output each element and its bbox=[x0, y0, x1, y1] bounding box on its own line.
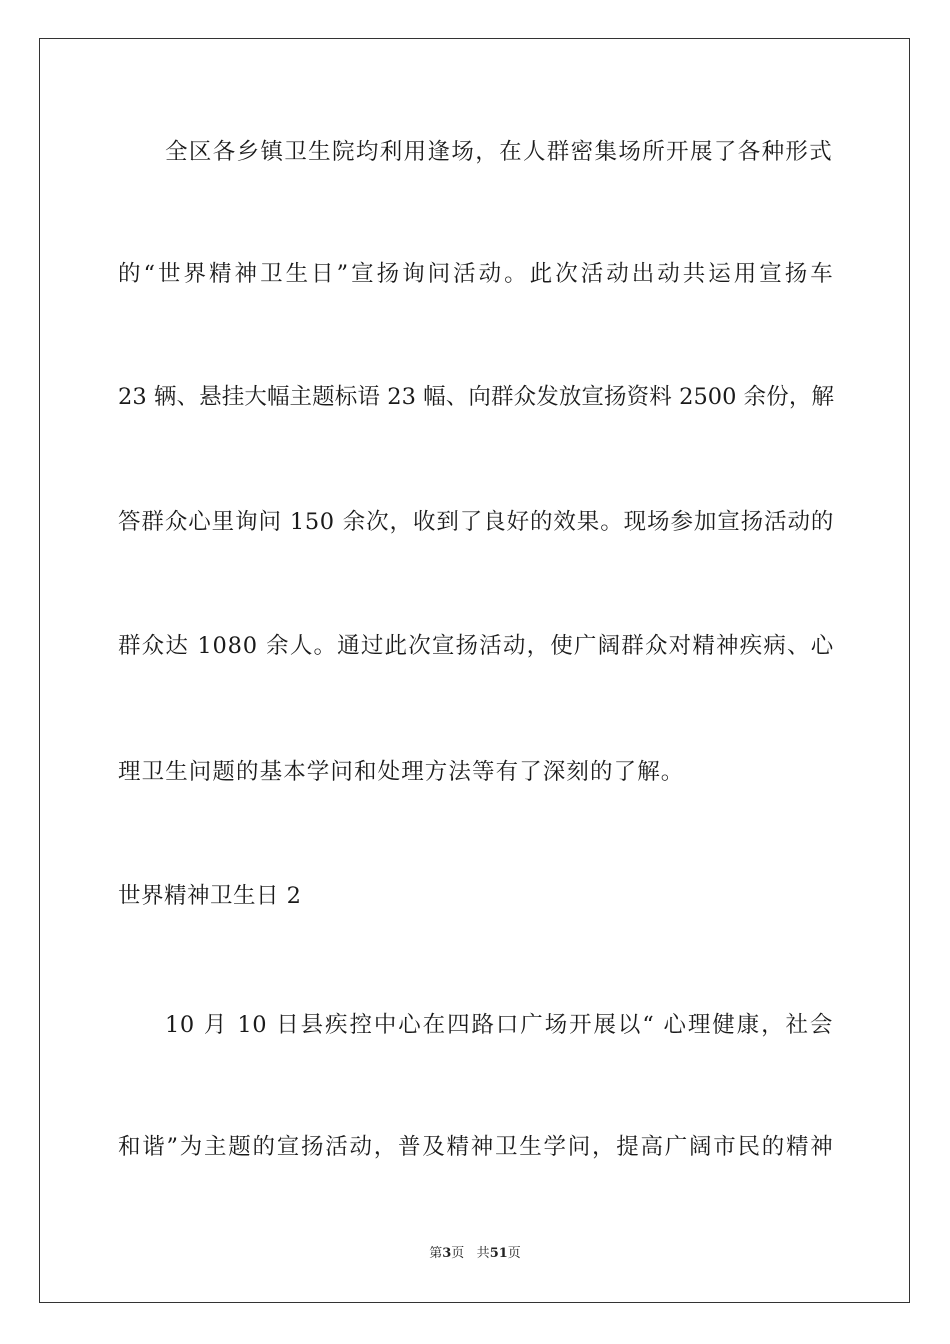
current-page-number: 3 bbox=[442, 1246, 452, 1261]
page-footer bbox=[0, 1245, 950, 1263]
section-heading: 世界精神卫生日 2 bbox=[118, 883, 302, 909]
paragraph-line-4: 答群众心里询问 150 余次，收到了良好的效果。现场参加宣扬活动的 bbox=[118, 509, 834, 535]
paragraph-line-2: 的“世界精神卫生日”宣扬询问活动。此次活动出动共运用宣扬车 bbox=[118, 261, 834, 287]
footer-total-suffix: 页 bbox=[507, 1246, 521, 1261]
footer-prefix: 第 bbox=[429, 1246, 443, 1261]
paragraph-line-5: 群众达 1080 余人。通过此次宣扬活动，使广阔群众对精神疾病、心 bbox=[118, 633, 834, 659]
total-pages-number: 51 bbox=[489, 1246, 508, 1261]
paragraph-line-7: 10 月 10 日县疾控中心在四路口广场开展以“ 心理健康，社会 bbox=[165, 1012, 833, 1038]
paragraph-line-1: 全区各乡镇卫生院均利用逢场，在人群密集场所开展了各种形式 bbox=[165, 139, 833, 165]
page-frame bbox=[39, 38, 910, 1303]
footer-total-prefix: 共 bbox=[476, 1246, 490, 1261]
paragraph-line-6: 理卫生问题的基本学问和处理方法等有了深刻的了解。 bbox=[118, 759, 685, 785]
paragraph-line-3: 23 辆、悬挂大幅主题标语 23 幅、向群众发放宣扬资料 2500 余份，解 bbox=[118, 384, 834, 410]
paragraph-line-8: 和谐”为主题的宣扬活动，普及精神卫生学问，提高广阔市民的精神 bbox=[118, 1134, 834, 1160]
footer-page-word: 页 bbox=[451, 1246, 465, 1261]
